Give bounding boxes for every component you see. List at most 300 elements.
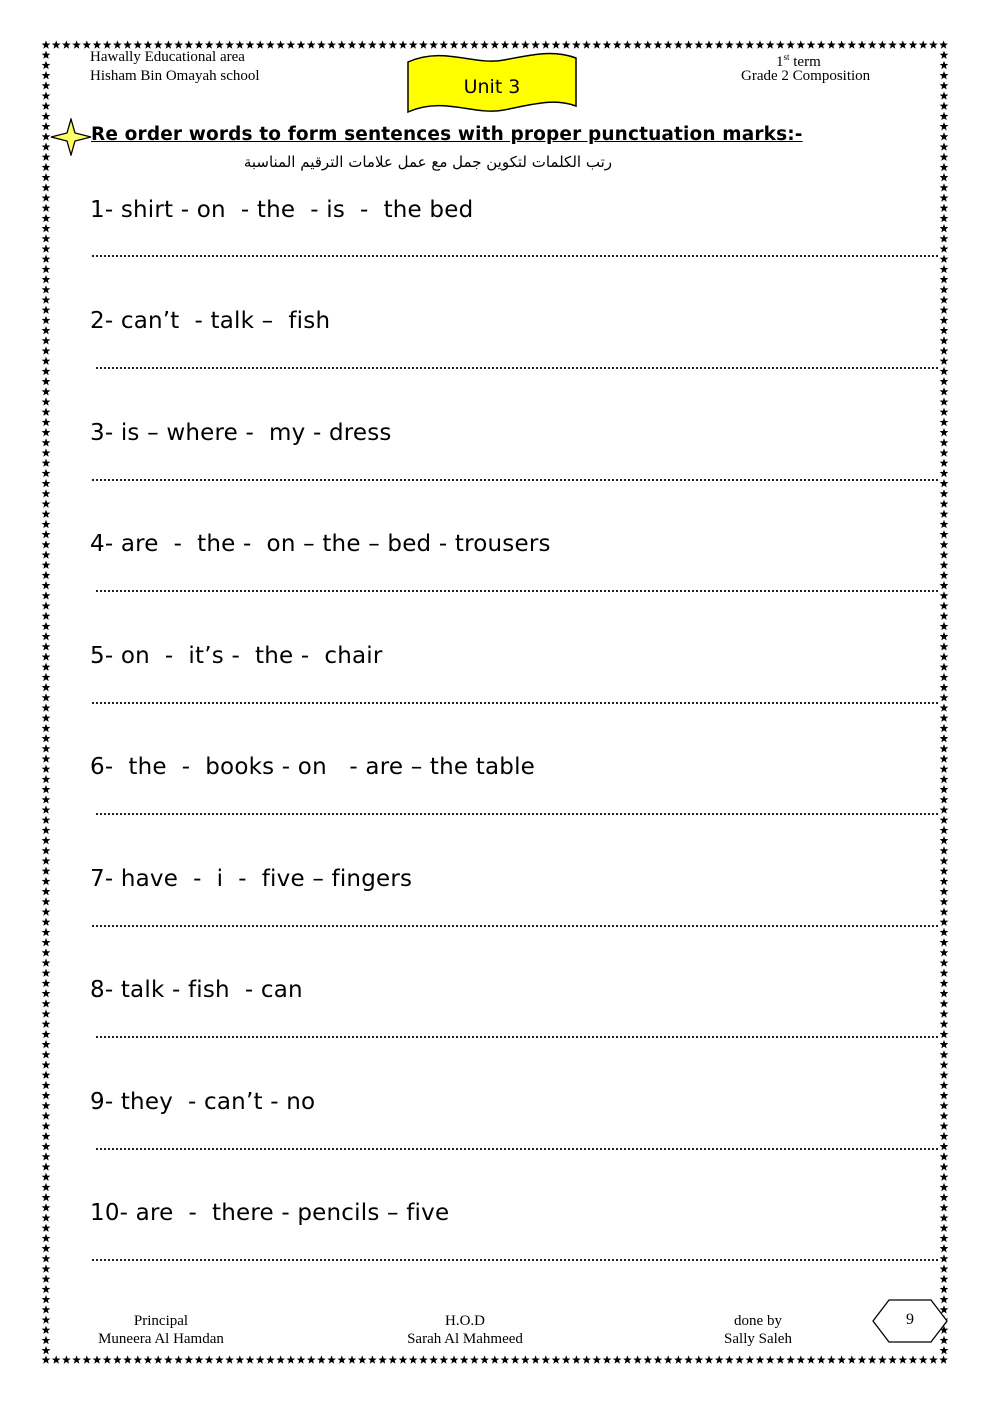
border-star [307, 40, 316, 48]
border-star [297, 40, 306, 48]
border-star [42, 948, 51, 956]
border-star [940, 673, 949, 681]
border-star [174, 1355, 183, 1363]
border-star [429, 40, 438, 48]
border-star [358, 1355, 367, 1363]
border-star [42, 1081, 51, 1089]
border-star [144, 1355, 153, 1363]
border-star [42, 40, 51, 48]
border-star [42, 754, 51, 762]
border-star [42, 673, 51, 681]
border-star [42, 102, 51, 110]
border-star [940, 1111, 949, 1119]
border-star [940, 61, 949, 69]
border-star [42, 540, 51, 548]
border-star [297, 1355, 306, 1363]
border-star [42, 1142, 51, 1150]
border-star [940, 1071, 949, 1079]
border-star [42, 224, 51, 232]
border-star [460, 1355, 469, 1363]
border-star [940, 1050, 949, 1058]
border-star [337, 1355, 346, 1363]
border-star [399, 40, 408, 48]
border-star [42, 714, 51, 722]
answer-line-10[interactable] [92, 1259, 938, 1261]
border-star [940, 132, 949, 140]
border-star [940, 418, 949, 426]
border-star [42, 510, 51, 518]
border-star [42, 622, 51, 630]
border-star [184, 1355, 193, 1363]
border-star [940, 173, 949, 181]
border-star [42, 1173, 51, 1181]
border-star [940, 530, 949, 538]
border-star [705, 40, 714, 48]
border-star [470, 1355, 479, 1363]
border-star [940, 469, 949, 477]
border-star [909, 40, 918, 48]
header-area: Hawally Educational area [90, 49, 245, 65]
border-star [42, 275, 51, 283]
border-star [940, 234, 949, 242]
border-star [603, 40, 612, 48]
border-star [940, 571, 949, 579]
border-star [715, 1355, 724, 1363]
border-star [42, 601, 51, 609]
border-star [42, 469, 51, 477]
border-star [940, 632, 949, 640]
border-star [940, 1101, 949, 1109]
border-star [940, 918, 949, 926]
border-star [940, 1193, 949, 1201]
border-star [123, 1355, 132, 1363]
border-star [42, 336, 51, 344]
border-star [276, 1355, 285, 1363]
border-star [898, 40, 907, 48]
border-star [940, 999, 949, 1007]
border-star [940, 214, 949, 222]
question-9: 9- they - can’t - no [90, 1089, 316, 1115]
border-star [388, 40, 397, 48]
border-star [643, 40, 652, 48]
border-star [940, 591, 949, 599]
answer-line-6[interactable] [96, 813, 938, 815]
border-star [715, 40, 724, 48]
border-star [42, 785, 51, 793]
border-star [940, 275, 949, 283]
border-star [837, 40, 846, 48]
border-star [858, 40, 867, 48]
border-star [42, 938, 51, 946]
border-star [52, 1355, 61, 1363]
border-star [756, 1355, 765, 1363]
border-star [940, 285, 949, 293]
border-star [705, 1355, 714, 1363]
border-star [42, 244, 51, 252]
border-star [940, 71, 949, 79]
border-star [450, 40, 459, 48]
border-star [613, 40, 622, 48]
answer-line-1[interactable] [92, 255, 938, 257]
border-star [940, 377, 949, 385]
instruction-arabic: رتب الكلمات لتكوين جمل مع عمل علامات الترقيم المناسبة [243, 153, 612, 171]
border-star [940, 316, 949, 324]
border-star [940, 91, 949, 99]
border-star [419, 1355, 428, 1363]
border-star [878, 40, 887, 48]
border-star [940, 1162, 949, 1170]
border-star [42, 550, 51, 558]
border-star [42, 81, 51, 89]
border-star [62, 1355, 71, 1363]
border-star [511, 1355, 520, 1363]
border-star [613, 1355, 622, 1363]
border-star [582, 1355, 591, 1363]
border-star [42, 1213, 51, 1221]
border-star [940, 1285, 949, 1293]
border-star [940, 499, 949, 507]
border-star [42, 346, 51, 354]
border-star [42, 1060, 51, 1068]
border-star [592, 40, 601, 48]
border-star [940, 346, 949, 354]
border-star [940, 826, 949, 834]
border-star [42, 1050, 51, 1058]
border-star [664, 1355, 673, 1363]
border-star [940, 1346, 949, 1354]
border-star [256, 1355, 265, 1363]
border-star [42, 1111, 51, 1119]
border-star [42, 1071, 51, 1079]
border-star [42, 479, 51, 487]
border-star [940, 1152, 949, 1160]
border-star [378, 40, 387, 48]
answer-line-7[interactable] [92, 925, 938, 927]
border-star [286, 1355, 295, 1363]
border-star [337, 40, 346, 48]
border-star [42, 204, 51, 212]
footer-principal [86, 1312, 236, 1348]
border-star [42, 1122, 51, 1130]
border-star [164, 1355, 173, 1363]
border-star [694, 40, 703, 48]
border-star [674, 40, 683, 48]
answer-line-9[interactable] [96, 1148, 938, 1150]
border-star [940, 183, 949, 191]
border-star [42, 1183, 51, 1191]
border-star [42, 1040, 51, 1048]
border-star [266, 40, 275, 48]
border-star [72, 40, 81, 48]
border-star [480, 40, 489, 48]
border-star [940, 1122, 949, 1130]
border-star [766, 40, 775, 48]
border-star [940, 1244, 949, 1252]
border-star [940, 663, 949, 671]
border-star [940, 1091, 949, 1099]
border-star [42, 387, 51, 395]
border-star [940, 785, 949, 793]
border-star [42, 367, 51, 375]
border-star [684, 40, 693, 48]
border-star [592, 1355, 601, 1363]
border-star [939, 1355, 948, 1363]
border-star [940, 724, 949, 732]
border-star [42, 775, 51, 783]
question-8: 8- talk - fish - can [90, 977, 303, 1003]
border-star [42, 1285, 51, 1293]
border-star [348, 1355, 357, 1363]
border-star [378, 1355, 387, 1363]
border-star [409, 1355, 418, 1363]
border-star [42, 357, 51, 365]
border-star [93, 1355, 102, 1363]
border-star [552, 1355, 561, 1363]
border-star [225, 1355, 234, 1363]
border-star [419, 40, 428, 48]
border-star [205, 1355, 214, 1363]
border-star [878, 1355, 887, 1363]
principal-title: Principal [133, 1313, 189, 1329]
border-star [858, 1355, 867, 1363]
border-star [286, 40, 295, 48]
border-star [735, 1355, 744, 1363]
border-star [940, 1030, 949, 1038]
border-star [42, 459, 51, 467]
border-star [511, 40, 520, 48]
border-star [807, 1355, 816, 1363]
border-star [501, 1355, 510, 1363]
border-star [409, 40, 418, 48]
border-star [940, 224, 949, 232]
border-star [940, 306, 949, 314]
border-star [919, 40, 928, 48]
border-star [42, 1020, 51, 1028]
border-star [42, 958, 51, 966]
border-star [756, 40, 765, 48]
border-star [562, 1355, 571, 1363]
border-star [940, 856, 949, 864]
border-star [317, 40, 326, 48]
border-star [358, 40, 367, 48]
border-star [42, 1152, 51, 1160]
border-star [940, 979, 949, 987]
answer-line-8[interactable] [96, 1036, 938, 1038]
border-star [521, 40, 530, 48]
border-star [42, 846, 51, 854]
border-star [429, 1355, 438, 1363]
border-star [42, 1355, 51, 1363]
border-star [42, 1234, 51, 1242]
border-star [276, 40, 285, 48]
border-star [940, 142, 949, 150]
border-star [919, 1355, 928, 1363]
header-grade-subject: Grade 2 Composition [741, 68, 871, 84]
border-star [42, 438, 51, 446]
border-star [940, 448, 949, 456]
border-star [103, 1355, 112, 1363]
border-star [42, 897, 51, 905]
border-star [42, 1275, 51, 1283]
border-star [940, 204, 949, 212]
border-star [582, 40, 591, 48]
border-star [307, 1355, 316, 1363]
border-star [909, 1355, 918, 1363]
border-star [42, 907, 51, 915]
border-star [42, 265, 51, 273]
border-star [940, 683, 949, 691]
question-4: 4- are - the - on – the – bed - trousers [90, 531, 551, 557]
border-star [776, 1355, 785, 1363]
page-number: 9 [906, 1311, 914, 1328]
border-star [888, 40, 897, 48]
border-star [42, 397, 51, 405]
border-star [42, 683, 51, 691]
border-star [817, 1355, 826, 1363]
border-star [460, 40, 469, 48]
border-star [623, 40, 632, 48]
border-star [42, 1224, 51, 1232]
border-star [42, 1091, 51, 1099]
border-star [327, 1355, 336, 1363]
border-star [317, 1355, 326, 1363]
footer-hod [390, 1312, 540, 1348]
border-star [940, 163, 949, 171]
border-star [256, 40, 265, 48]
border-star [501, 40, 510, 48]
border-star [940, 357, 949, 365]
border-star [940, 693, 949, 701]
border-star [940, 816, 949, 824]
border-star [470, 40, 479, 48]
border-star [940, 1183, 949, 1191]
term-word: term [793, 54, 821, 70]
border-star [42, 71, 51, 79]
border-star [940, 153, 949, 161]
term-number: 1 [776, 54, 784, 70]
border-star [940, 958, 949, 966]
border-star [42, 163, 51, 171]
border-star [439, 40, 448, 48]
border-star [837, 1355, 846, 1363]
border-star [888, 1355, 897, 1363]
border-star [42, 285, 51, 293]
border-star [745, 1355, 754, 1363]
border-star [940, 408, 949, 416]
border-star [52, 40, 61, 48]
border-star [531, 1355, 540, 1363]
border-star [42, 724, 51, 732]
border-star [940, 81, 949, 89]
border-star [745, 40, 754, 48]
border-star [480, 1355, 489, 1363]
border-star [940, 295, 949, 303]
border-star [42, 1264, 51, 1272]
border-star [654, 40, 663, 48]
border-star [42, 744, 51, 752]
border-star [42, 183, 51, 191]
question-2: 2- can’t - talk – fish [90, 308, 331, 334]
border-star [940, 520, 949, 528]
border-star [940, 622, 949, 630]
border-star [940, 969, 949, 977]
question-10: 10- are - there - pencils – five [90, 1200, 450, 1226]
border-star [154, 1355, 163, 1363]
border-star [940, 1040, 949, 1048]
border-star [643, 1355, 652, 1363]
done-by-title: done by [734, 1313, 782, 1329]
border-star [940, 112, 949, 120]
answer-line-2[interactable] [96, 367, 938, 369]
border-star [940, 805, 949, 813]
border-star [623, 1355, 632, 1363]
border-star [940, 989, 949, 997]
border-star [929, 40, 938, 48]
border-star [940, 1264, 949, 1272]
border-star [940, 561, 949, 569]
border-star [42, 91, 51, 99]
border-star [42, 805, 51, 813]
border-star [633, 40, 642, 48]
border-star [42, 530, 51, 538]
border-star [940, 489, 949, 497]
answer-line-4[interactable] [96, 590, 938, 592]
border-star [572, 40, 581, 48]
border-star [940, 51, 949, 59]
border-star [603, 1355, 612, 1363]
border-star [368, 1355, 377, 1363]
border-star [490, 1355, 499, 1363]
border-star [42, 867, 51, 875]
border-star [42, 1030, 51, 1038]
border-star [42, 173, 51, 181]
border-star [940, 928, 949, 936]
border-star [940, 102, 949, 110]
border-star [42, 408, 51, 416]
border-star [195, 1355, 204, 1363]
answer-line-5[interactable] [92, 702, 938, 704]
instruction-english: Re order words to form sentences with proper punctuation marks:- [91, 124, 803, 145]
border-star [940, 255, 949, 263]
answer-line-3[interactable] [92, 479, 938, 481]
border-star [940, 734, 949, 742]
border-star [940, 122, 949, 130]
border-star [940, 754, 949, 762]
border-star [42, 489, 51, 497]
border-star [940, 938, 949, 946]
border-star [42, 377, 51, 385]
principal-name: Muneera Al Hamdan [98, 1331, 224, 1347]
border-star [42, 734, 51, 742]
question-7: 7- have - i - five – fingers [90, 866, 413, 892]
border-star [368, 40, 377, 48]
border-star [940, 479, 949, 487]
border-star [42, 448, 51, 456]
border-star [940, 459, 949, 467]
border-star [42, 1315, 51, 1323]
border-star [940, 367, 949, 375]
border-star [940, 642, 949, 650]
border-star [388, 1355, 397, 1363]
border-star [42, 1254, 51, 1262]
border-star [940, 775, 949, 783]
border-star [847, 1355, 856, 1363]
border-star [735, 40, 744, 48]
border-star [940, 867, 949, 875]
border-star [327, 40, 336, 48]
four-point-star-icon [50, 118, 92, 156]
term-suffix: st [783, 52, 790, 62]
